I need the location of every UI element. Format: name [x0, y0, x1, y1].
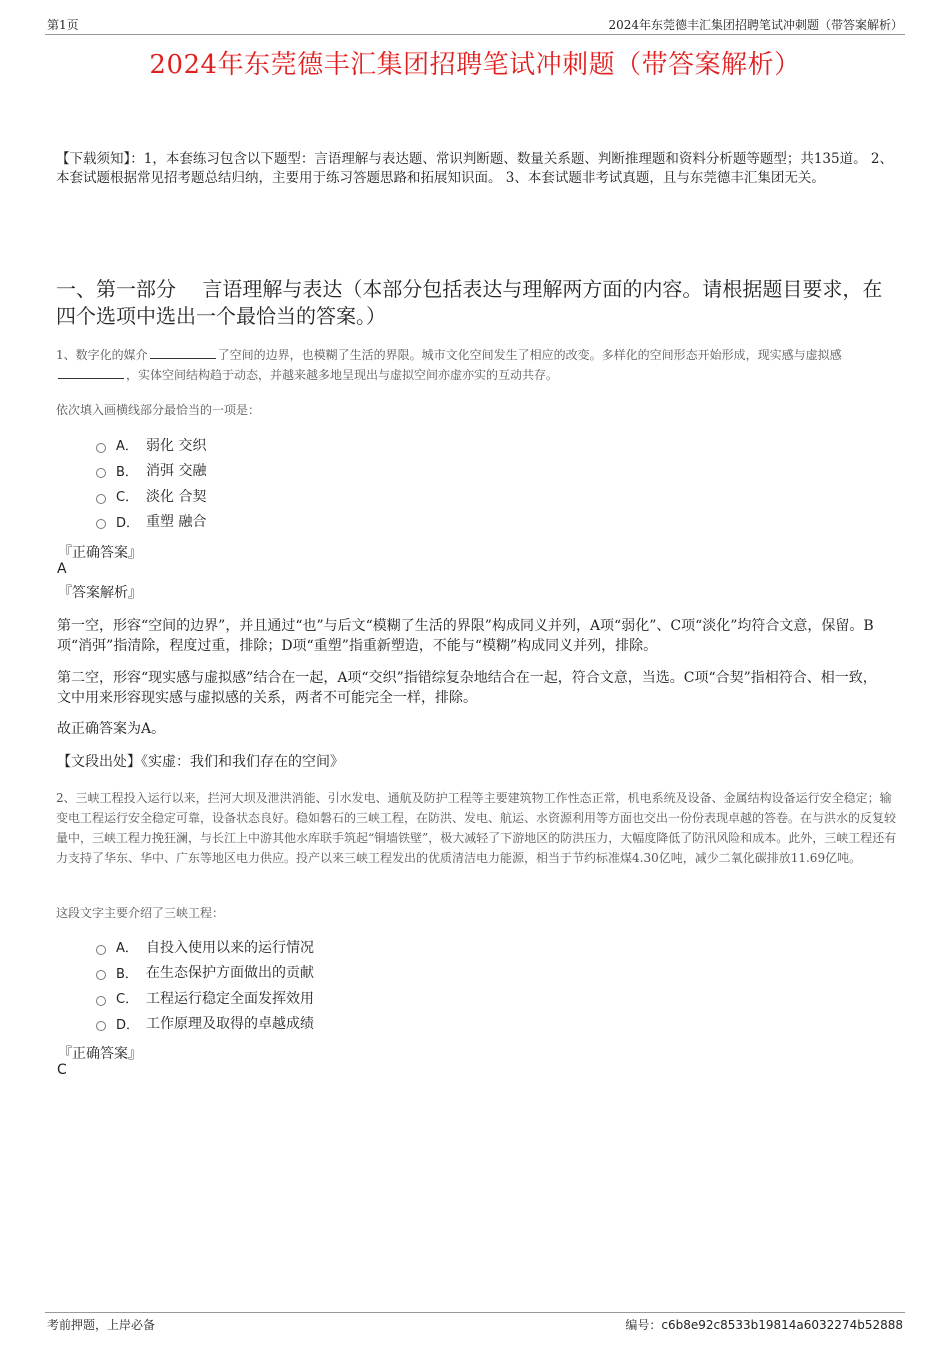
- radio-icon[interactable]: [96, 519, 106, 529]
- option-text: 消弭 交融: [146, 463, 207, 480]
- question-2-prompt: 这段文字主要介绍了三峡工程：: [56, 906, 225, 920]
- document-title: 2024年东莞德丰汇集团招聘笔试冲刺题（带答案解析）: [149, 50, 801, 80]
- option-c[interactable]: [96, 985, 314, 1011]
- option-letter: C．: [116, 490, 139, 506]
- option-letter: D．: [116, 515, 140, 531]
- option-letter: C．: [116, 992, 139, 1008]
- radio-icon[interactable]: [96, 494, 106, 504]
- footer-code-value: c6b8e92c8533b19814a6032274b52888: [661, 1318, 903, 1332]
- option-letter: D．: [116, 1017, 140, 1033]
- option-a[interactable]: [96, 432, 206, 458]
- q1-text-part3: ，实体空间结构趋于动态，并越来越多地呈现出与虚拟空间亦虚亦实的互动共存。: [126, 368, 559, 382]
- option-a[interactable]: [96, 934, 314, 960]
- option-d[interactable]: [96, 1011, 314, 1037]
- question-2-options: [96, 934, 314, 1036]
- option-letter: A．: [116, 941, 138, 957]
- analysis-label: 『答案解析』: [58, 585, 142, 601]
- option-text: 弱化 交织: [146, 437, 207, 454]
- correct-answer-label: 『正确答案』: [58, 1046, 142, 1062]
- option-d[interactable]: [96, 509, 206, 535]
- footer-code: [625, 1316, 903, 1333]
- question-1-options: [96, 432, 206, 534]
- footer-slogan: 考前押题，上岸必备: [47, 1318, 156, 1332]
- page-number: 第1页: [47, 18, 79, 32]
- question-1-prompt: 依次填入画横线部分最恰当的一项是：: [56, 403, 261, 417]
- option-text: 工程运行稳定全面发挥效用: [146, 990, 314, 1007]
- correct-answer: C: [57, 1062, 67, 1078]
- option-b[interactable]: [96, 458, 206, 484]
- section-heading: 一、第一部分 言语理解与表达（本部分包括表达与理解两方面的内容。请根据题目要求，在四个选项中选出一个最恰当的答案。）: [56, 277, 883, 328]
- radio-icon[interactable]: [96, 468, 106, 478]
- option-text: 工作原理及取得的卓越成绩: [146, 1016, 314, 1033]
- option-text: 在生态保护方面做出的贡献: [146, 965, 314, 982]
- download-notice: 【下载须知】：1，本套练习包含以下题型：言语理解与表达题、常识判断题、数量关系题、判断推理题和资料分析题等题型；共135道。 2、本套试题根据常见招考题总结归纳，主要用于练习答题思路和拓展知识面。 3、本套试题非考试真题，且与东莞德丰汇集团无关。: [56, 151, 893, 186]
- fill-blank-2: [58, 366, 124, 379]
- radio-icon[interactable]: [96, 996, 106, 1006]
- page-footer: [45, 1312, 905, 1333]
- analysis-paragraph-1: 第一空，形容“空间的边界”，并且通过“也”与后文“模糊了生活的界限”构成同义并列，A项“弱化”、C项“淡化”均符合文意，保留。B项“消弭”指清除，程度过重，排除；D项“重塑”指重新塑造，不能与“模糊”构成同义并列，排除。: [57, 618, 874, 654]
- correct-answer: A: [57, 561, 67, 577]
- footer-code-label: 编号：: [625, 1318, 662, 1332]
- option-text: 淡化 合契: [146, 488, 207, 505]
- option-letter: B．: [116, 966, 138, 982]
- option-b[interactable]: [96, 960, 314, 986]
- analysis-conclusion: 故正确答案为A。: [57, 721, 166, 737]
- source-citation: 【文段出处】《实虚：我们和我们存在的空间》: [57, 754, 344, 770]
- question-2-text: 2、三峡工程投入运行以来，拦河大坝及泄洪消能、引水发电、通航及防护工程等主要建筑物工作性态正常，机电系统及设备、金属结构设备运行安全稳定；输变电工程运行安全稳定可靠，设备状态良好。稳如磐石的三峡工程，在防洪、发电、航运、水资源利用等方面也交出一份份表现卓越的答卷。在与洪水的反复较量中，三峡工程力挽狂澜，与长江上中游其他水库联手筑起“铜墙铁壁”，极大减轻了下游地区的防洪压力，大幅度降低了防汛风险和成本。此外，三峡工程还有力支持了华东、华中、广东等地区电力供应。投产以来三峡工程发出的优质清洁电力能源，相当于节约标准煤4.30亿吨，减少二氧化碳排放11.69亿吨。: [56, 791, 897, 865]
- page-header: [45, 14, 905, 35]
- option-c[interactable]: [96, 483, 206, 509]
- question-1-text: [56, 345, 901, 385]
- q1-text-part2: 了空间的边界，也模糊了生活的界限。城市文化空间发生了相应的改变。多样化的空间形态开始形成，现实感与虚拟感: [217, 348, 842, 362]
- option-text: 自投入使用以来的运行情况: [146, 939, 314, 956]
- option-letter: A．: [116, 439, 138, 455]
- option-text: 重塑 融合: [146, 514, 207, 531]
- radio-icon[interactable]: [96, 443, 106, 453]
- radio-icon[interactable]: [96, 970, 106, 980]
- radio-icon[interactable]: [96, 945, 106, 955]
- header-doc-title: 2024年东莞德丰汇集团招聘笔试冲刺题（带答案解析）: [608, 18, 903, 32]
- radio-icon[interactable]: [96, 1021, 106, 1031]
- fill-blank-1: [150, 346, 216, 359]
- q1-text-part1: 1、数字化的媒介: [56, 348, 148, 362]
- analysis-paragraph-2: 第二空，形容“现实感与虚拟感”结合在一起，A项“交织”指错综复杂地结合在一起，符合文意，当选。C项“合契”指相符合、相一致，文中用来形容现实感与虚拟感的关系，两者不可能完全一样，排除。: [57, 670, 877, 706]
- option-letter: B．: [116, 464, 138, 480]
- correct-answer-label: 『正确答案』: [58, 545, 142, 561]
